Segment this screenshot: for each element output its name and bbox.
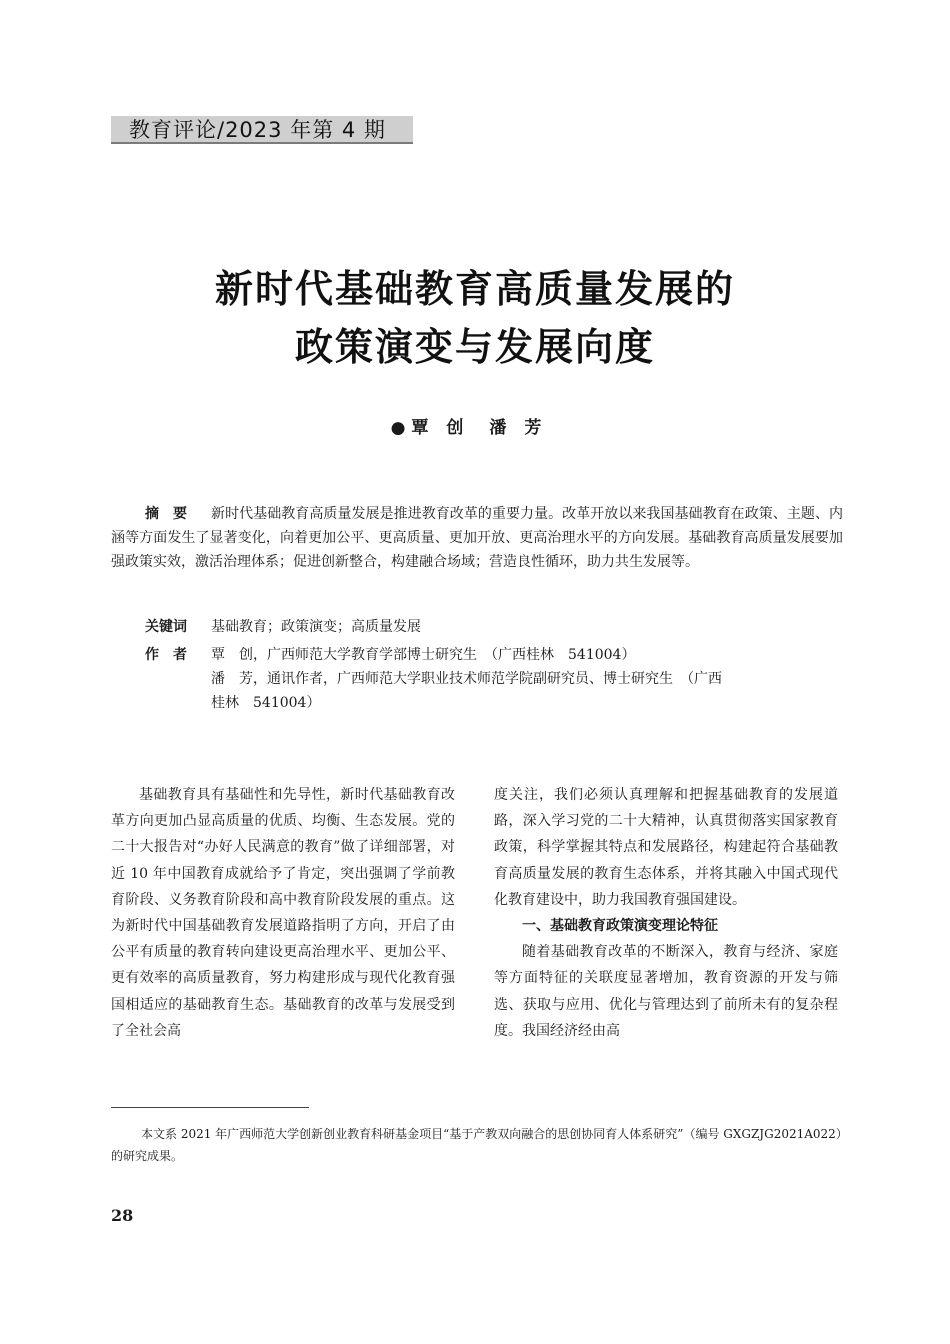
abstract-text: 新时代基础教育高质量发展是推进教育改革的重要力量。改革开放以来我国基础教育在政策、主题、内涵等方面发生了显著变化，向着更加公平、更高质量、更加开放、更高治理水平的方向发展。基础教育高质量发展要加强政策实效，激活治理体系；促进创新整合，构建融合场域；营造良性循环，助力共生发展等。 (111, 506, 843, 570)
article-title-line-1: 新时代基础教育高质量发展的 (214, 267, 735, 311)
abstract-block (111, 502, 843, 574)
article-title-line-2: 政策演变与发展向度 (294, 325, 655, 369)
body-paragraph: 基础教育具有基础性和先导性，新时代基础教育改革方向更加凸显高质量的优质、均衡、生态发展。党的二十大报告对“办好人民满意的教育”做了详细部署，对近 10 年中国教育成就给予了肯定，突出强调了学前教育阶段、义务教育阶段和高中教育阶段发展的重点。这为新时代中国基础教育发展道路指明了方向，开启了由公平有质量的教育转向建设更高治理水平、更加公平、更有效率的高质量教育，努力构建形成与现代化教育强国相适应的基础教育生态。基础教育的改革与发展受到了全社会高 (111, 787, 455, 1039)
keywords-text: 基础教育；政策演变；高质量发展 (211, 619, 421, 635)
body-column-right (494, 782, 838, 1044)
abstract-label: 摘 要 (145, 506, 187, 522)
footnote-text: 本文系 2021 年广西师范大学创新创业教育科研基金项目“基于产教双向融合的思创协同育人体系研究”（编号 GXGZJG2021A022）的研究成果。 (111, 1127, 842, 1163)
author-info-line-2: 潘 芳，通讯作者，广西师范大学职业技术师范学院副研究员、博士研究生 （广西 (211, 671, 722, 687)
keywords-label: 关键词 (145, 619, 187, 635)
author-info-line-1: 覃 创，广西师范大学教育学部博士研究生 （广西桂林 541004） (211, 647, 636, 663)
body-column-left (111, 782, 455, 1044)
author-name-1: 覃创 (411, 418, 482, 438)
bullet-icon: ● (390, 418, 406, 438)
author-byline (0, 413, 950, 438)
keywords-block (111, 615, 843, 639)
page-number: 28 (111, 1206, 134, 1225)
journal-issue-label: 教育评论/2023 年第 4 期 (129, 118, 386, 142)
author-info-block (111, 643, 843, 715)
footnote (111, 1123, 843, 1167)
section-heading: 一、基础教育政策演变理论特征 (522, 918, 718, 935)
author-info-label: 作 者 (145, 647, 187, 663)
journal-banner (111, 116, 413, 144)
body-paragraph: 随着基础教育改革的不断深入，教育与经济、家庭等方面特征的关联度显著增加，教育资源的开发与筛选、获取与应用、优化与管理达到了前所未有的复杂程度。我国经济经由高 (494, 944, 838, 1039)
author-name-2: 潘芳 (489, 418, 560, 438)
footnote-divider (111, 1107, 309, 1108)
author-info-line-3: 桂林 541004） (211, 695, 321, 711)
body-paragraph-continued: 度关注，我们必须认真理解和把握基础教育的发展道路，深入学习党的二十大精神，认真贯彻落实国家教育政策，科学掌握其特点和发展路径，构建起符合基础教育高质量发展的教育生态体系，并将其融入中国式现代化教育建设中，助力我国教育强国建设。 (494, 787, 838, 908)
